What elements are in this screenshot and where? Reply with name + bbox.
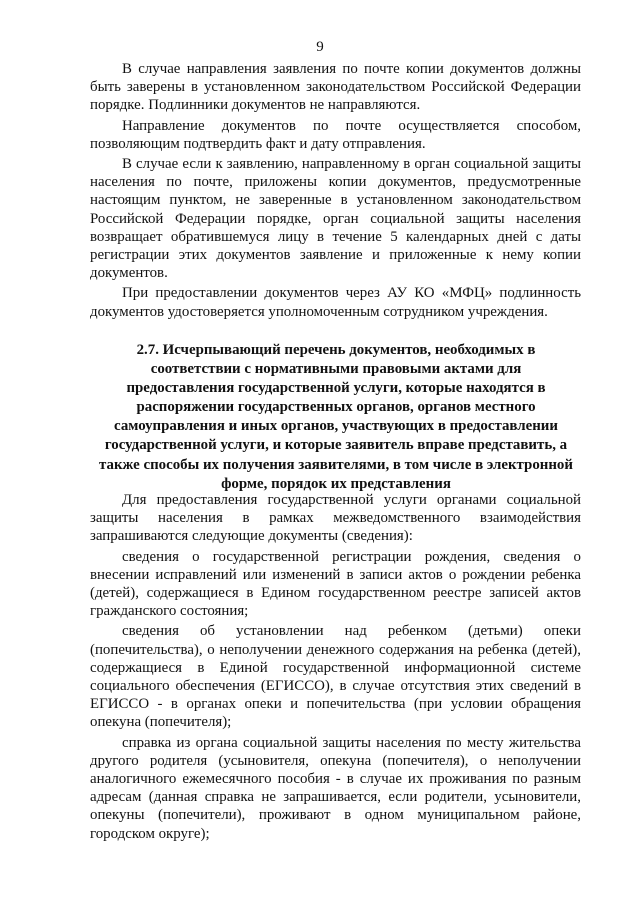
list-item-birth-registration: сведения о государственной регистрации рождения, сведения о внесении исправлений или изменений в записи актов о рождении ребенка (детей), содержащиеся в Едином государственном реестре записей актов гражданского состояния; [90,548,581,620]
paragraph-copies-certified: В случае направления заявления по почте копии документов должны быть заверены в установленном законодательством Российской Федерации порядке. Подлинники документов не направляются. [90,61,581,114]
paragraph-mailing-method: Направление документов по почте осуществляется способом, позволяющим подтвердить факт и дату отправления. [90,117,581,152]
list-item-social-protection-certificate: справка из органа социальной защиты населения по месту жительства другого родителя (усыновителя, опекуна (попечителя), о неполучении аналогичного ежемесячного пособия - в случае их проживания по разным адресам (данная справка не запрашивается, если родители, усыновители, опекуны (попечители), проживают в одном муниципальном районе, городском округе); [90,734,581,842]
paragraph-interagency-request: Для предоставления государственной услуги органами социальной защиты населения в рамках межведомственного взаимодействия запрашиваются следующие документы (сведения): [90,492,581,545]
paragraphs-bottom [90,491,581,843]
page-number: 9 [316,39,324,55]
list-item-guardianship-info: сведения об установлении над ребенком (детьми) опеки (попечительства), о неполучении денежного содержания на ребенка (детей), содержащиеся в Единой государственной информационной системе социального обеспечения (ЕГИССО), в случае отсутствия этих сведений в ЕГИССО - в органах опеки и попечительства (при условии обращения опекуна (попечителя); [90,623,581,731]
paragraph-uncertified-copies: В случае если к заявлению, направленному в орган социальной защиты населения по почте, приложены копии документов, предусмотренные настоящим пунктом, не заверенные в установленном законодательством Российской Федерации порядке, орган социальной защиты населения возвращает обратившемуся лицу в течение 5 календарных дней с даты регистрации этих документов заявление и приложенные к нему копии документов. [90,156,581,282]
paragraph-mfc-authentication: При предоставлении документов через АУ КО «МФЦ» подлинность документов удостоверяется уполномоченным сотрудником учреждения. [90,285,581,320]
paragraphs-top [90,60,581,321]
section-heading-2-7: 2.7. Исчерпывающий перечень документов, необходимых в соответствии с нормативными правовыми актами для предоставления государственной услуги, которые находятся в распоряжении государственных органов, органов местного самоуправления и иных органов, участвующих в предоставлении государственной услуги, и которые заявитель вправе представить, а также способы их получения заявителями, в том числе в электронной форме, порядок их представления [99,342,573,492]
